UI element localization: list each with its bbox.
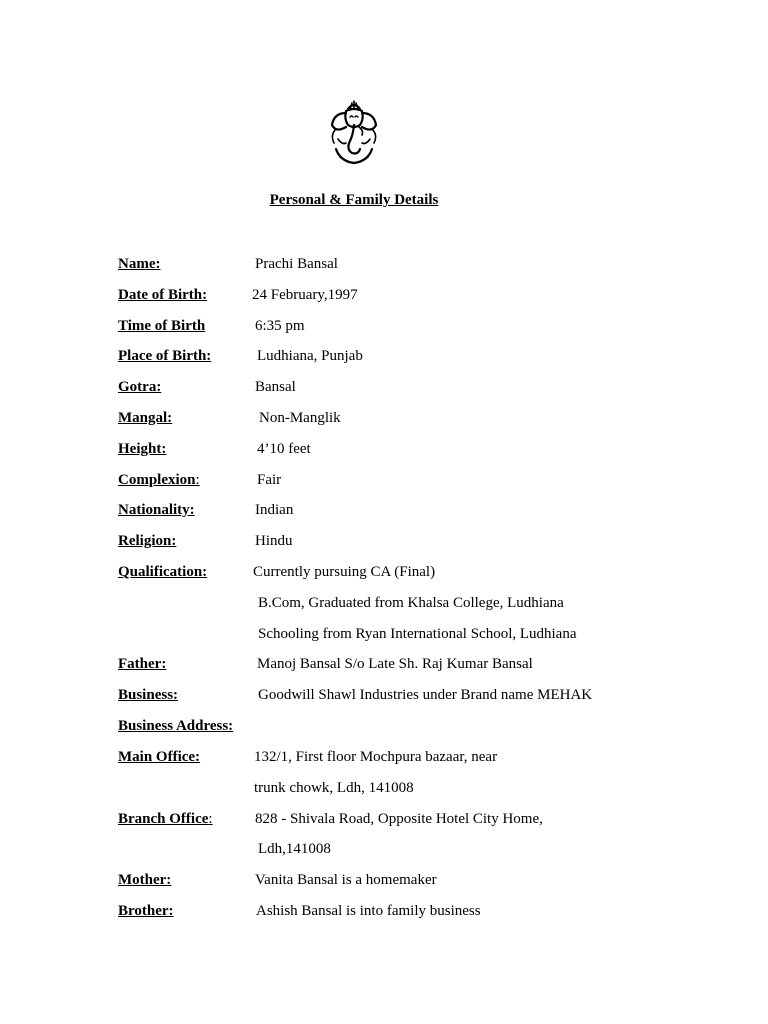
- detail-label: [118, 376, 161, 398]
- detail-label: [118, 869, 171, 891]
- detail-label-suffix: :: [195, 472, 200, 488]
- detail-label-text: Mangal:: [118, 410, 173, 426]
- detail-value: Ashish Bansal is into family business: [256, 903, 481, 919]
- detail-label: [118, 345, 211, 367]
- detail-label-text: Brother:: [118, 903, 174, 919]
- detail-value: Currently pursuing CA (Final): [253, 564, 436, 580]
- detail-label: [118, 284, 207, 306]
- detail-label-text: Religion:: [118, 533, 177, 549]
- detail-label: [118, 469, 200, 491]
- detail-label: [118, 253, 160, 275]
- detail-label-text: Nationality:: [118, 502, 195, 518]
- detail-value: Ludhiana, Punjab: [257, 348, 363, 364]
- detail-value: Indian: [255, 502, 294, 518]
- detail-label-text: Business Address:: [118, 718, 234, 734]
- detail-value: trunk chowk, Ldh, 141008: [254, 780, 414, 796]
- detail-label-text: Time of Birth: [118, 318, 206, 334]
- detail-value: Schooling from Ryan International School, Ludhiana: [258, 626, 577, 642]
- detail-label: [118, 684, 178, 706]
- detail-label-text: Qualification:: [118, 564, 208, 580]
- detail-value: B.Com, Graduated from Khalsa College, Ludhiana: [258, 595, 564, 611]
- detail-label-text: Gotra:: [118, 379, 162, 395]
- detail-value: Hindu: [255, 533, 293, 549]
- detail-value: Vanita Bansal is a homemaker: [255, 872, 437, 888]
- detail-label: [118, 407, 172, 429]
- detail-value: Bansal: [255, 379, 296, 395]
- detail-label: [118, 315, 205, 337]
- detail-label-text: Father:: [118, 656, 167, 672]
- detail-label: [118, 499, 195, 521]
- detail-value: 132/1, First floor Mochpura bazaar, near: [254, 749, 498, 765]
- detail-value: Ldh,141008: [258, 841, 331, 857]
- detail-label-text: Height:: [118, 441, 167, 457]
- detail-label: [118, 561, 207, 583]
- detail-value: Goodwill Shawl Industries under Brand name MEHAK: [258, 687, 593, 703]
- detail-label-text: Complexion: [118, 472, 196, 488]
- detail-value: 24 February,1997: [252, 287, 358, 303]
- detail-value: Fair: [257, 472, 282, 488]
- detail-label: [118, 900, 174, 922]
- detail-label: [118, 438, 166, 460]
- detail-value: Non-Manglik: [259, 410, 341, 426]
- detail-value: 6:35 pm: [255, 318, 305, 334]
- detail-label: [118, 530, 176, 552]
- ganesha-icon: [326, 99, 382, 169]
- detail-label: [118, 715, 233, 737]
- detail-label-text: Name:: [118, 256, 161, 272]
- detail-value: 4’10 feet: [257, 441, 311, 457]
- detail-label: [118, 746, 200, 768]
- detail-label-text: Main Office:: [118, 749, 201, 765]
- detail-label-text: Date of Birth:: [118, 287, 208, 303]
- detail-label-text: Branch Office: [118, 811, 209, 827]
- document-title: Personal & Family Details: [269, 192, 439, 208]
- detail-label-text: Business:: [118, 687, 179, 703]
- detail-label-text: Place of Birth:: [118, 348, 212, 364]
- detail-value: 828 - Shivala Road, Opposite Hotel City Home,: [255, 811, 543, 827]
- detail-value: Manoj Bansal S/o Late Sh. Raj Kumar Bansal: [257, 656, 533, 672]
- detail-value: Prachi Bansal: [255, 256, 338, 272]
- detail-label: [118, 653, 166, 675]
- detail-label-suffix: :: [208, 811, 213, 827]
- detail-label: [118, 808, 213, 830]
- detail-label-text: Mother:: [118, 872, 172, 888]
